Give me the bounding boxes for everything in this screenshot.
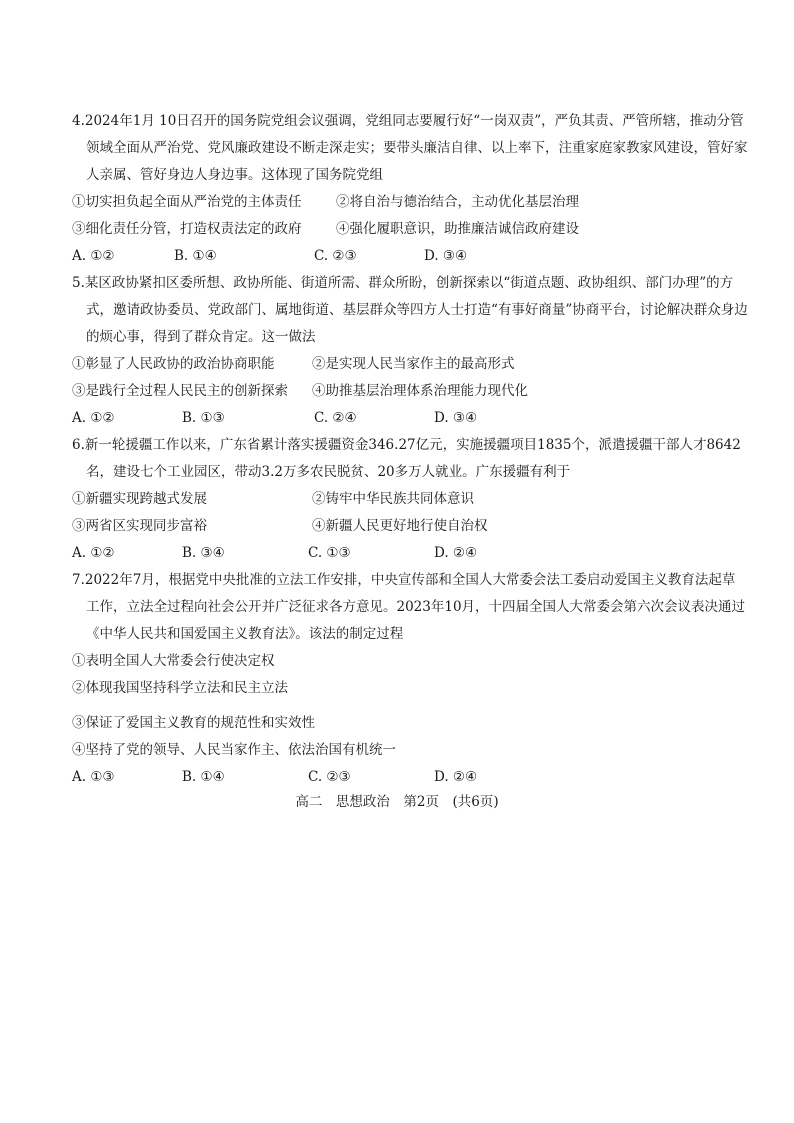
option-1: ①表明全国人大常委会行使决定权 bbox=[72, 653, 275, 669]
answer-d: D. ②④ bbox=[434, 545, 478, 561]
option-row bbox=[72, 513, 748, 540]
answer-b: B. ③④ bbox=[182, 545, 225, 561]
option-2: ②将自治与德治结合，主动优化基层治理 bbox=[336, 194, 579, 210]
option-3: ③细化责任分管，打造权责法定的政府 bbox=[72, 221, 302, 237]
answer-b: B. ①④ bbox=[182, 769, 225, 785]
answer-d: D. ②④ bbox=[434, 769, 478, 785]
option-3: ③是践行全过程人民民主的创新探索 bbox=[72, 383, 288, 399]
question-stem: 4.2024年1月 10日召开的国务院党组会议强调，党组同志要履行好“一岗双责”，严负其责、严管所辖，推动分管领域全面从严治党、党风廉政建设不断走深走实；要带头廉洁自律、以上率下，注重家庭家教家风建设，管好家人亲属、管好身边人身边事。这体现了国务院党组 bbox=[72, 113, 748, 183]
answer-row bbox=[72, 405, 748, 432]
answer-row bbox=[72, 764, 748, 791]
option-4: ④坚持了党的领导、人民当家作主、依法治国有机统一 bbox=[72, 742, 396, 758]
option-3: ③两省区实现同步富裕 bbox=[72, 518, 207, 534]
answer-a: A. ①② bbox=[72, 248, 115, 264]
answer-d: D. ③④ bbox=[424, 248, 468, 264]
option-2: ②铸牢中华民族共同体意识 bbox=[312, 491, 474, 507]
answer-a: A. ①③ bbox=[72, 769, 115, 785]
question-stem: 7.2022年7月，根据党中央批准的立法工作安排，中央宣传部和全国人大常委会法工委启动爱国主义教育法起草工作，立法全过程向社会公开并广泛征求各方意见。2023年10月，十四届全国人大常委会第六次会议表决通过《中华人民共和国爱国主义教育法》。该法的制定过程 bbox=[72, 572, 746, 642]
question-7 bbox=[72, 567, 748, 791]
answer-d: D. ③④ bbox=[434, 410, 478, 426]
option-1: ①新疆实现跨越式发展 bbox=[72, 491, 207, 507]
question-4 bbox=[72, 108, 748, 270]
answer-c: C. ②③ bbox=[314, 248, 357, 264]
option-2: ②体现我国坚持科学立法和民主立法 bbox=[72, 680, 288, 696]
option-4: ④强化履职意识，助推廉洁诚信政府建设 bbox=[336, 221, 579, 237]
question-stem: 6.新一轮援疆工作以来，广东省累计落实援疆资金346.27亿元，实施援疆项目1835个，派遣援疆干部人才8642名，建设七个工业园区，带动3.2万多农民脱贫、20多万人就业。广东援疆有利于 bbox=[72, 437, 741, 480]
page-footer: 高二 思想政治 第2页 (共6页) bbox=[295, 794, 499, 810]
answer-b: B. ①④ bbox=[174, 248, 217, 264]
option-3: ③保证了爱国主义教育的规范性和实效性 bbox=[72, 715, 315, 731]
answer-row bbox=[72, 540, 748, 567]
option-row bbox=[72, 351, 748, 378]
option-row bbox=[72, 216, 748, 243]
option-4: ④新疆人民更好地行使自治权 bbox=[312, 518, 488, 534]
question-5 bbox=[72, 270, 748, 432]
answer-a: A. ①② bbox=[72, 545, 115, 561]
answer-c: C. ①③ bbox=[308, 545, 351, 561]
option-1: ①切实担负起全面从严治党的主体责任 bbox=[72, 194, 302, 210]
answer-c: C. ②④ bbox=[314, 410, 357, 426]
option-1: ①彰显了人民政协的政治协商职能 bbox=[72, 356, 275, 372]
option-row bbox=[72, 378, 748, 405]
answer-a: A. ①② bbox=[72, 410, 115, 426]
option-2: ②是实现人民当家作主的最高形式 bbox=[312, 356, 515, 372]
answer-b: B. ①③ bbox=[182, 410, 225, 426]
option-row bbox=[72, 486, 748, 513]
question-6 bbox=[72, 432, 748, 567]
answer-row bbox=[72, 243, 748, 270]
option-4: ④助推基层治理体系治理能力现代化 bbox=[312, 383, 528, 399]
option-row bbox=[72, 189, 748, 216]
answer-c: C. ②③ bbox=[308, 769, 351, 785]
question-stem: 5.某区政协紧扣区委所想、政协所能、街道所需、群众所盼，创新探索以“街道点题、政协组织、部门办理”的方式，邀请政协委员、党政部门、属地街道、基层群众等四方人士打造“有事好商量”协商平台，讨论解决群众身边的烦心事，得到了群众肯定。这一做法 bbox=[72, 275, 748, 345]
